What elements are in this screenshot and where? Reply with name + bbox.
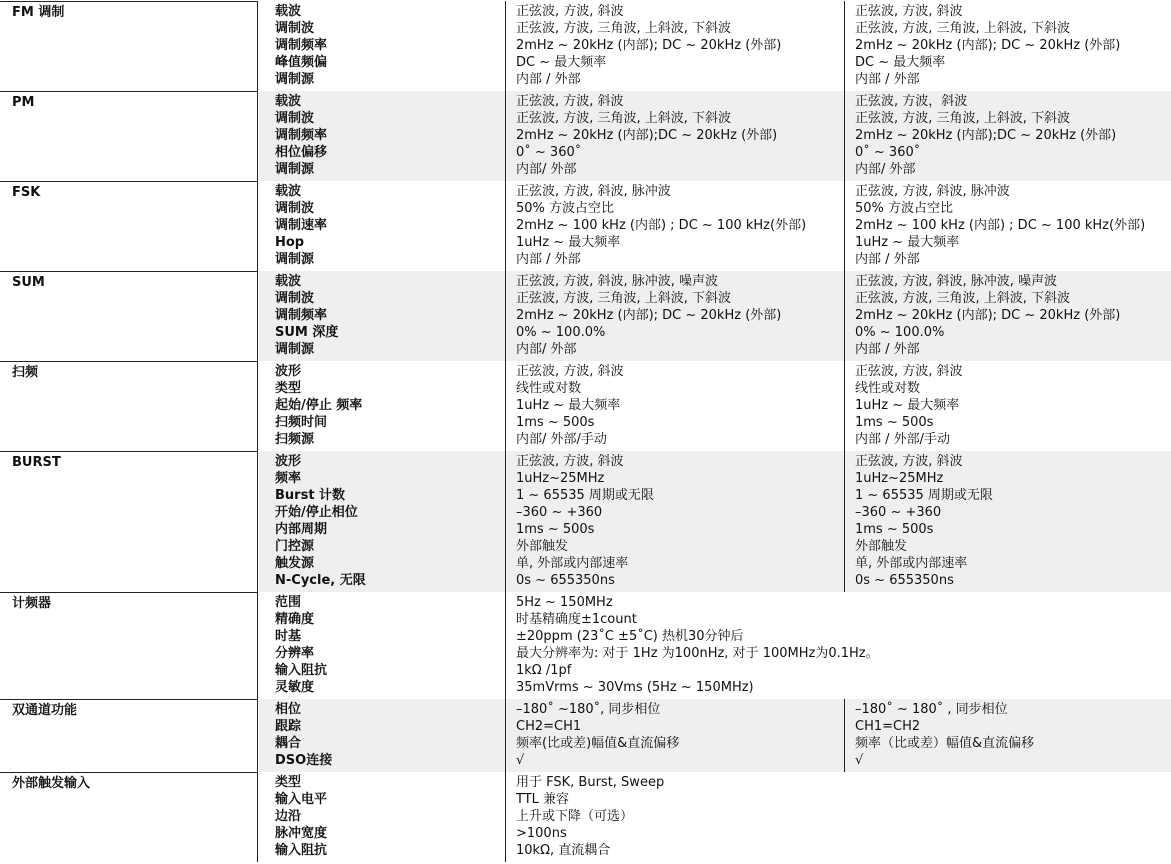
param-row: [259, 752, 1171, 769]
param-row: [259, 414, 1171, 431]
section-params: [259, 181, 1171, 271]
param-label: Hop: [275, 235, 305, 250]
param-row: [259, 679, 1171, 696]
param-value-ch1: 正弦波, 方波, 斜波, 脉冲波, 噪声波: [516, 274, 719, 289]
column-divider: [505, 361, 506, 451]
param-row: [259, 217, 1171, 234]
param-value-ch1: 0˚ ~ 360˚: [516, 145, 582, 160]
section-params: [259, 1, 1171, 91]
param-label: 分辨率: [275, 646, 315, 661]
param-value-ch1: 用于 FSK, Burst, Sweep: [516, 775, 665, 790]
section-title: FSK: [0, 181, 258, 271]
param-value-ch2: 50% 方波占空比: [855, 201, 954, 216]
param-value-ch1: 2mHz ~ 20kHz (内部); DC ~ 20kHz (外部): [516, 38, 782, 53]
param-value-ch1: 正弦波, 方波, 斜波, 脉冲波: [516, 184, 671, 199]
param-label: 载波: [275, 94, 302, 109]
param-value-ch1: 最大分辨率为: 对于 1Hz 为100nHz, 对于 100MHz为0.1Hz。: [516, 646, 879, 661]
spec-section: [0, 271, 1171, 361]
param-value-ch1: 正弦波, 方波, 斜波: [516, 364, 624, 379]
param-label: 触发源: [275, 556, 315, 571]
spec-section: [0, 772, 1171, 862]
section-params: [259, 361, 1171, 451]
param-row: [259, 324, 1171, 341]
param-value-ch1: –360 ~ +360: [516, 505, 603, 520]
param-row: [259, 521, 1171, 538]
param-value-ch1: 频率(比或差)幅值&直流偏移: [516, 736, 680, 751]
section-title: 计频器: [0, 592, 258, 699]
param-value-ch2: 外部触发: [855, 539, 908, 554]
param-label: 载波: [275, 4, 302, 19]
param-label: 调制频率: [275, 128, 328, 143]
param-value-ch2: 频率（比或差）幅值&直流偏移: [855, 736, 1035, 751]
column-divider: [505, 181, 506, 271]
param-value-ch2: 正弦波, 方波，斜波: [855, 94, 968, 109]
param-value-ch1: 内部/ 外部/手动: [516, 432, 607, 447]
param-value-ch2: 正弦波, 方波, 斜波: [855, 364, 963, 379]
param-value-ch2: 正弦波, 方波, 斜波, 脉冲波, 噪声波: [855, 274, 1058, 289]
param-value-ch2: 1ms ~ 500s: [855, 415, 934, 430]
param-row: [259, 307, 1171, 324]
param-label: 相位: [275, 702, 302, 717]
param-label: 调制波: [275, 21, 315, 36]
param-value-ch1: 内部/ 外部: [516, 342, 577, 357]
param-row: [259, 735, 1171, 752]
param-value-ch1: 1ms ~ 500s: [516, 522, 595, 537]
param-row: [259, 487, 1171, 504]
param-label: Burst 计数: [275, 488, 346, 503]
param-label: 脉冲宽度: [275, 826, 328, 841]
param-value-ch1: 1kΩ /1pf: [516, 663, 572, 678]
column-divider: [844, 181, 845, 271]
param-label: 输入阻抗: [275, 663, 328, 678]
param-value-ch2: 正弦波, 方波, 三角波, 上斜波, 下斜波: [855, 291, 1071, 306]
section-title: SUM: [0, 271, 258, 361]
param-row: [259, 594, 1171, 611]
section-title: FM 调制: [0, 1, 258, 91]
param-value-ch1: 1ms ~ 500s: [516, 415, 595, 430]
param-row: [259, 161, 1171, 178]
param-label: 扫频时间: [275, 415, 328, 430]
spec-section: [0, 1, 1171, 91]
param-row: [259, 110, 1171, 127]
param-row: [259, 808, 1171, 825]
param-value-ch2: 正弦波, 方波, 三角波, 上斜波, 下斜波: [855, 21, 1071, 36]
param-label: 耦合: [275, 736, 302, 751]
param-label: 输入电平: [275, 792, 328, 807]
param-value-ch1: 上升或下降（可选）: [516, 809, 634, 824]
param-row: [259, 397, 1171, 414]
param-row: [259, 341, 1171, 358]
param-value-ch2: √: [855, 753, 864, 768]
param-label: 相位偏移: [275, 145, 328, 160]
param-row: [259, 718, 1171, 735]
param-label: N-Cycle, 无限: [275, 573, 366, 588]
param-label: 载波: [275, 274, 302, 289]
param-row: [259, 470, 1171, 487]
param-row: [259, 127, 1171, 144]
param-row: [259, 380, 1171, 397]
param-value-ch1: 内部 / 外部: [516, 72, 581, 87]
param-label: 范围: [275, 595, 302, 610]
spec-section: [0, 361, 1171, 451]
param-label: 调制波: [275, 201, 315, 216]
param-row: [259, 200, 1171, 217]
param-row: [259, 791, 1171, 808]
param-value-ch1: DC ~ 最大频率: [516, 55, 607, 70]
param-row: [259, 504, 1171, 521]
param-label: 精确度: [275, 612, 315, 627]
param-label: 调制源: [275, 342, 315, 357]
section-title: 双通道功能: [0, 699, 258, 772]
param-value-ch1: 内部/ 外部: [516, 162, 577, 177]
param-label: 边沿: [275, 809, 302, 824]
param-row: [259, 555, 1171, 572]
param-value-ch2: 内部 / 外部/手动: [855, 432, 951, 447]
param-label: 内部周期: [275, 522, 328, 537]
param-row: [259, 538, 1171, 555]
param-label: 调制源: [275, 72, 315, 87]
column-divider: [844, 699, 845, 772]
section-title: 扫频: [0, 361, 258, 451]
spec-section: [0, 181, 1171, 271]
column-divider: [844, 91, 845, 181]
param-row: [259, 251, 1171, 268]
param-value-ch2: 线性或对数: [855, 381, 921, 396]
param-row: [259, 20, 1171, 37]
param-row: [259, 842, 1171, 859]
param-value-ch2: 2mHz ~ 20kHz (内部); DC ~ 20kHz (外部): [855, 38, 1121, 53]
param-value-ch2: 内部/ 外部: [855, 162, 916, 177]
section-params: [259, 772, 1171, 862]
param-row: [259, 363, 1171, 380]
param-label: 载波: [275, 184, 302, 199]
param-row: [259, 273, 1171, 290]
column-divider: [505, 699, 506, 772]
param-value-ch1: >100ns: [516, 826, 567, 841]
param-row: [259, 54, 1171, 71]
param-row: [259, 93, 1171, 110]
param-value-ch1: 正弦波, 方波, 三角波, 上斜波, 下斜波: [516, 291, 732, 306]
param-row: [259, 290, 1171, 307]
param-label: 灵敏度: [275, 680, 315, 695]
param-value-ch2: –360 ~ +360: [855, 505, 942, 520]
param-value-ch1: TTL 兼容: [516, 792, 570, 807]
param-value-ch1: 线性或对数: [516, 381, 582, 396]
param-value-ch2: 0s ~ 655350ns: [855, 573, 954, 588]
param-row: [259, 431, 1171, 448]
param-row: [259, 825, 1171, 842]
section-params: [259, 91, 1171, 181]
param-row: [259, 774, 1171, 791]
param-row: [259, 183, 1171, 200]
param-label: 调制频率: [275, 38, 328, 53]
column-divider: [505, 91, 506, 181]
param-row: [259, 645, 1171, 662]
param-value-ch1: 1uHz~25MHz: [516, 471, 605, 486]
param-value-ch2: 2mHz ~ 20kHz (内部);DC ~ 20kHz (外部): [855, 128, 1117, 143]
param-label: 调制源: [275, 252, 315, 267]
param-value-ch1: 单, 外部或内部速率: [516, 556, 629, 571]
param-row: [259, 662, 1171, 679]
param-label: 波形: [275, 454, 302, 469]
param-value-ch2: 1uHz~25MHz: [855, 471, 944, 486]
param-value-ch1: 正弦波, 方波, 三角波, 上斜波, 下斜波: [516, 21, 732, 36]
param-row: [259, 3, 1171, 20]
param-value-ch1: ±20ppm (23˚C ±5˚C) 热机30分钟后: [516, 629, 744, 644]
param-value-ch1: 50% 方波占空比: [516, 201, 615, 216]
param-value-ch1: 正弦波, 方波, 三角波, 上斜波, 下斜波: [516, 111, 732, 126]
param-value-ch2: 正弦波, 方波, 斜波: [855, 4, 963, 19]
param-label: 时基: [275, 629, 302, 644]
column-divider: [844, 1, 845, 91]
param-label: 调制波: [275, 291, 315, 306]
section-title: PM: [0, 91, 258, 181]
section-params: [259, 592, 1171, 699]
param-value-ch1: 0% ~ 100.0%: [516, 325, 606, 340]
param-label: 跟踪: [275, 719, 302, 734]
param-row: [259, 611, 1171, 628]
column-divider: [844, 271, 845, 361]
param-label: 调制源: [275, 162, 315, 177]
param-label: 调制频率: [275, 308, 328, 323]
param-value-ch2: 正弦波, 方波, 斜波: [855, 454, 963, 469]
param-value-ch1: 正弦波, 方波, 斜波: [516, 94, 624, 109]
param-label: 频率: [275, 471, 302, 486]
param-row: [259, 37, 1171, 54]
column-divider: [505, 1, 506, 91]
param-value-ch2: 1 ~ 65535 周期或无限: [855, 488, 993, 503]
param-value-ch1: 1 ~ 65535 周期或无限: [516, 488, 654, 503]
param-label: 调制速率: [275, 218, 328, 233]
param-label: 开始/停止相位: [275, 505, 358, 520]
param-label: 输入阻抗: [275, 843, 328, 858]
column-divider: [505, 772, 506, 862]
param-value-ch1: CH2=CH1: [516, 719, 582, 734]
param-value-ch1: 35mVrms ~ 30Vms (5Hz ~ 150MHz): [516, 680, 754, 695]
param-value-ch1: √: [516, 753, 525, 768]
param-row: [259, 628, 1171, 645]
param-label: DSO连接: [275, 753, 333, 768]
param-label: 调制波: [275, 111, 315, 126]
section-params: [259, 271, 1171, 361]
param-value-ch1: 内部 / 外部: [516, 252, 581, 267]
param-value-ch2: 正弦波, 方波, 三角波, 上斜波, 下斜波: [855, 111, 1071, 126]
param-value-ch2: 内部 / 外部: [855, 342, 920, 357]
param-value-ch2: 0˚ ~ 360˚: [855, 145, 921, 160]
param-value-ch1: 外部触发: [516, 539, 569, 554]
section-title: 外部触发输入: [0, 772, 258, 862]
param-row: [259, 234, 1171, 251]
param-row: [259, 572, 1171, 589]
param-label: 起始/停止 频率: [275, 398, 363, 413]
section-title: BURST: [0, 451, 258, 592]
param-row: [259, 453, 1171, 470]
column-divider: [505, 271, 506, 361]
param-value-ch2: 1uHz ~ 最大频率: [855, 398, 960, 413]
param-value-ch2: –180˚ ~ 180˚ , 同步相位: [855, 702, 1008, 717]
param-row: [259, 144, 1171, 161]
section-params: [259, 451, 1171, 592]
param-value-ch1: 1uHz ~ 最大频率: [516, 398, 621, 413]
param-value-ch1: 正弦波, 方波, 斜波: [516, 4, 624, 19]
param-label: 门控源: [275, 539, 315, 554]
param-value-ch1: 2mHz ~ 20kHz (内部); DC ~ 20kHz (外部): [516, 308, 782, 323]
spec-section: [0, 592, 1171, 699]
param-value-ch1: –180˚ ~180˚, 同步相位: [516, 702, 661, 717]
param-value-ch2: CH1=CH2: [855, 719, 921, 734]
param-value-ch2: 内部 / 外部: [855, 72, 920, 87]
param-value-ch2: 单, 外部或内部速率: [855, 556, 968, 571]
param-value-ch2: 2mHz ~ 100 kHz (内部) ; DC ~ 100 kHz(外部): [855, 218, 1146, 233]
param-value-ch2: 正弦波, 方波, 斜波, 脉冲波: [855, 184, 1010, 199]
param-value-ch2: 内部 / 外部: [855, 252, 920, 267]
section-params: [259, 699, 1171, 772]
param-value-ch1: 5Hz ~ 150MHz: [516, 595, 613, 610]
spec-section: [0, 699, 1171, 772]
param-label: 类型: [275, 775, 302, 790]
param-value-ch2: 1uHz ~ 最大频率: [855, 235, 960, 250]
param-value-ch2: 0% ~ 100.0%: [855, 325, 945, 340]
param-label: SUM 深度: [275, 325, 339, 340]
param-value-ch1: 正弦波, 方波, 斜波: [516, 454, 624, 469]
param-label: 峰值频偏: [275, 55, 328, 70]
param-value-ch1: 2mHz ~ 20kHz (内部);DC ~ 20kHz (外部): [516, 128, 778, 143]
param-value-ch1: 0s ~ 655350ns: [516, 573, 615, 588]
spec-section: [0, 91, 1171, 181]
param-value-ch1: 1uHz ~ 最大频率: [516, 235, 621, 250]
param-row: [259, 701, 1171, 718]
column-divider: [844, 361, 845, 451]
param-label: 类型: [275, 381, 302, 396]
spec-section: [0, 451, 1171, 592]
param-value-ch1: 2mHz ~ 100 kHz (内部) ; DC ~ 100 kHz(外部): [516, 218, 807, 233]
param-value-ch2: 1ms ~ 500s: [855, 522, 934, 537]
column-divider: [505, 592, 506, 699]
param-value-ch2: 2mHz ~ 20kHz (内部); DC ~ 20kHz (外部): [855, 308, 1121, 323]
param-label: 扫频源: [275, 432, 315, 447]
param-value-ch1: 时基精确度±1count: [516, 612, 637, 627]
param-row: [259, 71, 1171, 88]
param-value-ch2: DC ~ 最大频率: [855, 55, 946, 70]
column-divider: [844, 451, 845, 592]
param-label: 波形: [275, 364, 302, 379]
param-value-ch1: 10kΩ, 直流耦合: [516, 843, 611, 858]
column-divider: [505, 451, 506, 592]
